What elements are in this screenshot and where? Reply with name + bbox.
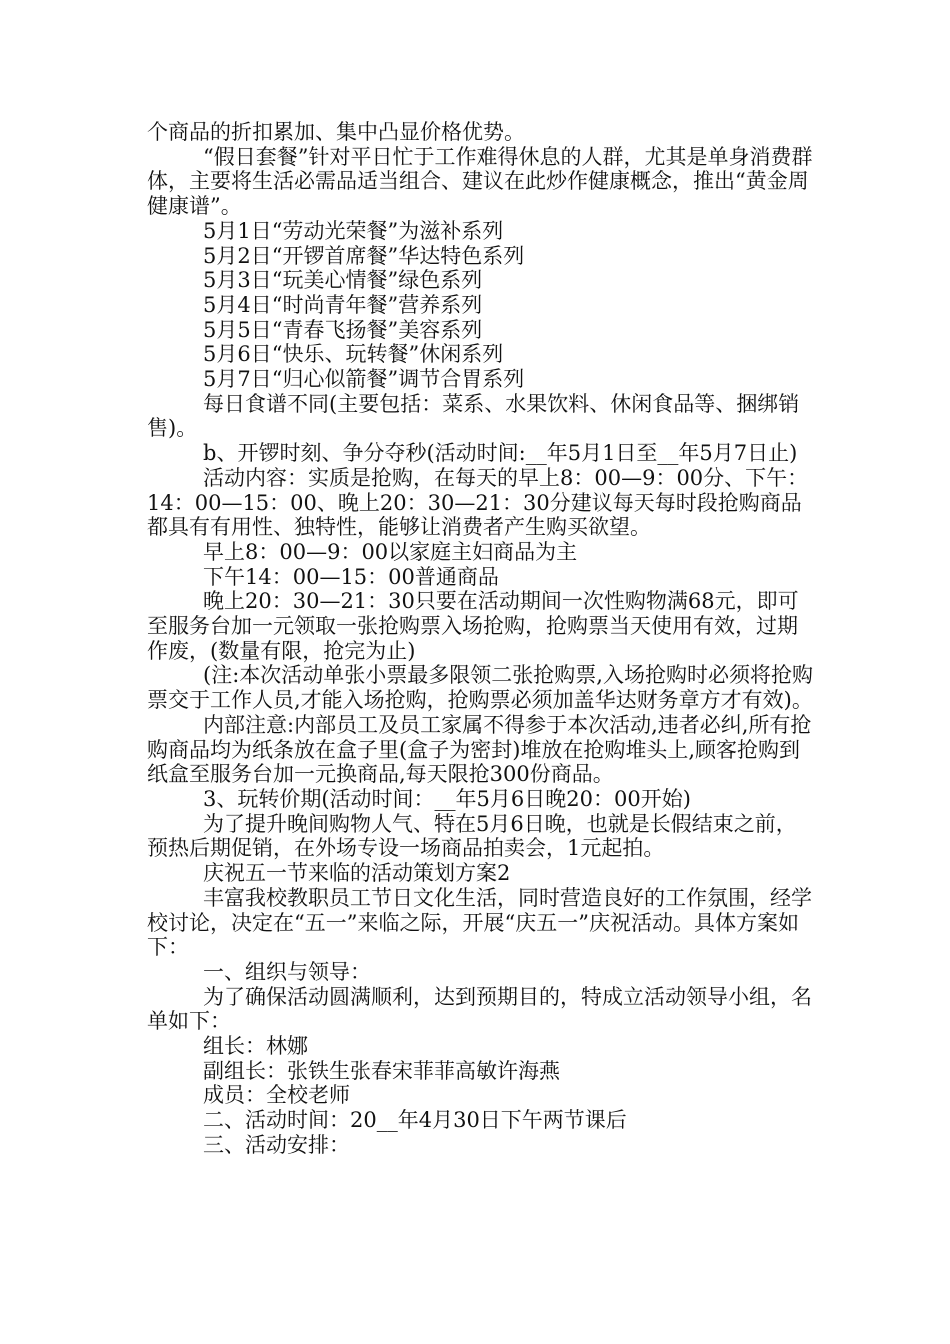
paragraph: 活动内容：实质是抢购，在每天的早上8：00—9：00分、下午：14：00—15：00、晚上20：30—21：30分建议每天每时段抢购商品都具有有用性、独特性，能够让消费者产生购买欲望。 <box>147 465 809 540</box>
paragraph: 内部注意:内部员工及员工家属不得参于本次活动,违者必纠,所有抢购商品均为纸条放在盒子里(盒子为密封)堆放在抢购堆头上,顾客抢购到纸盒至服务台加一元换商品,每天限抢300份商品。 <box>147 712 812 787</box>
paragraph: 早上8：00—9：00以家庭主妇商品为主 <box>203 539 578 564</box>
section-heading: 庆祝五一节来临的活动策划方案2 <box>203 861 511 886</box>
paragraph: 5月5日“青春飞扬餐”美容系列 <box>203 317 483 342</box>
paragraph: 为了提升晚间购物人气、特在5月6日晚，也就是长假结束之前，预热后期促销，在外场专设一场商品拍卖会，1元起拍。 <box>147 811 797 861</box>
paragraph: 丰富我校教职员工节日文化生活，同时营造良好的工作氛围，经学校讨论，决定在“五一”来临之际，开展“庆五一”庆祝活动。具体方案如下： <box>147 885 812 960</box>
paragraph: 3、玩转价期(活动时间：__年5月6日晚20：00开始) <box>203 786 691 811</box>
paragraph: 副组长：张铁生张春宋菲菲高敏许海燕 <box>203 1058 560 1083</box>
paragraph: 晚上20：30—21：30只要在活动期间一次性购物满68元，即可至服务台加一元领取一张抢购票入场抢购，抢购票当天使用有效，过期作废，(数量有限，抢完为止) <box>147 589 799 663</box>
section-heading: 三、活动安排： <box>203 1132 350 1157</box>
paragraph: 每日食谱不同(主要包括：菜系、水果饮料、休闲食品等、捆绑销售)。 <box>147 391 800 441</box>
paragraph: 5月4日“时尚青年餐”营养系列 <box>203 292 483 317</box>
document-body <box>147 120 815 1158</box>
paragraph: (注:本次活动单张小票最多限领二张抢购票,入场抢购时必须将抢购票交于工作人员,才能入场抢购，抢购票必须加盖华达财务章方才有效)。 <box>147 663 813 713</box>
paragraph: 5月7日“归心似箭餐”调节合胃系列 <box>203 367 525 392</box>
paragraph: 5月2日“开锣首席餐”华达特色系列 <box>203 243 525 268</box>
paragraph: 个商品的折扣累加、集中凸显价格优势。 <box>147 120 525 144</box>
paragraph: “假日套餐”针对平日忙于工作难得休息的人群，尤其是单身消费群体，主要将生活必需品适当组合、建议在此炒作健康概念，推出“黄金周健康谱”。 <box>147 144 813 219</box>
paragraph: b、开锣时刻、争分夺秒(活动时间:__年5月1日至__年5月7日止) <box>203 441 798 466</box>
paragraph: 下午14：00—15：00普通商品 <box>203 564 499 589</box>
section-heading: 一、组织与领导： <box>203 959 371 984</box>
paragraph: 5月6日“快乐、玩转餐”休闲系列 <box>203 342 504 367</box>
paragraph: 为了确保活动圆满顺利，达到预期目的，特成立活动领导小组，名单如下： <box>147 984 812 1034</box>
paragraph: 5月1日“劳动光荣餐”为滋补系列 <box>203 218 504 243</box>
paragraph: 组长：林娜 <box>203 1034 308 1059</box>
section-heading: 二、活动时间：20__年4月30日下午两节课后 <box>203 1108 627 1133</box>
paragraph: 5月3日“玩美心情餐”绿色系列 <box>203 268 483 293</box>
paragraph: 成员：全校老师 <box>203 1083 350 1108</box>
